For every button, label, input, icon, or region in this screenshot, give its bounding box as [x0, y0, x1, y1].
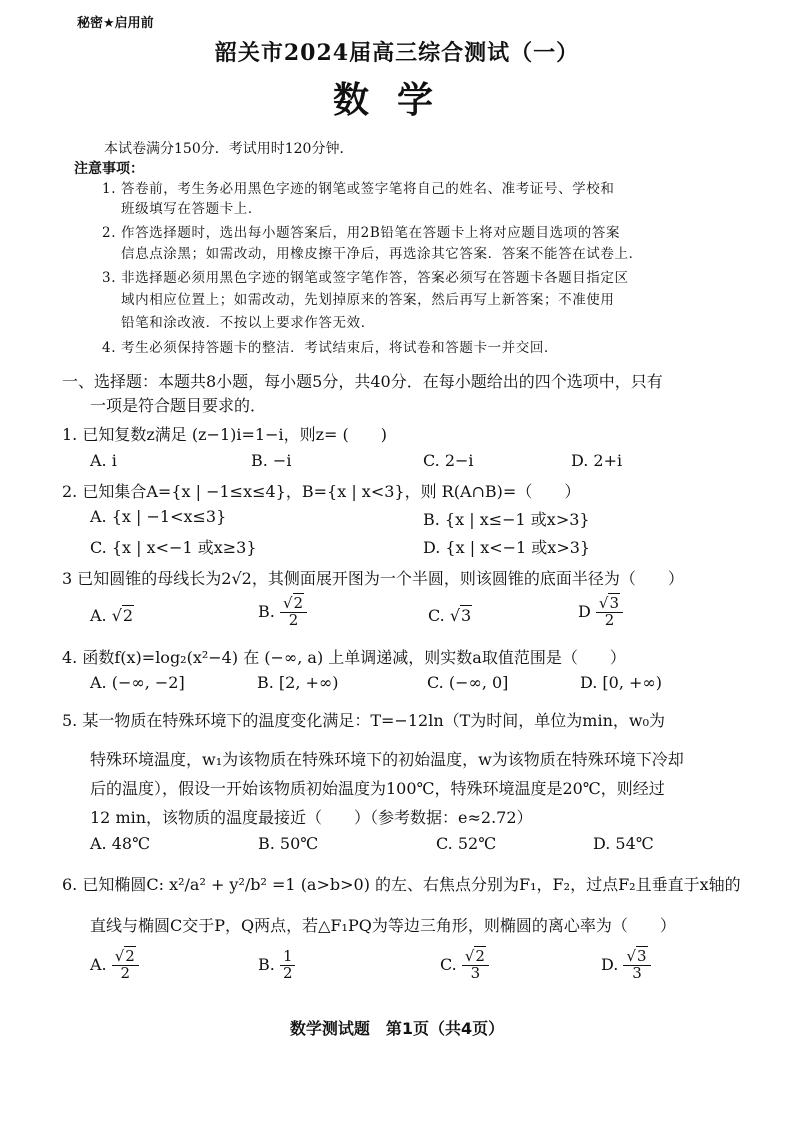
q3-option-b: B. $\frac{√2}{2}$	[258, 596, 307, 629]
q3-option-a: A. √2	[90, 606, 134, 625]
q3-option-b-label: B.	[258, 601, 275, 621]
q1-option-c: C. 2−i	[423, 451, 474, 470]
q6-option-a-denominator: 2	[120, 963, 131, 982]
q6-option-c-denominator: 3	[470, 963, 481, 982]
q6-option-d-numerator: 3	[637, 947, 647, 965]
question-1-stem: 1. 已知复数z满足 (z−1)i=1−i，则z= ( )	[62, 425, 388, 444]
q5-option-d: D. 54℃	[593, 834, 654, 853]
q4-option-b: B. [2, +∞)	[257, 673, 339, 692]
notice-item-4-line1: 4. 考生必须保持答题卡的整洁．考试结束后，将试卷和答题卡一并交回．	[102, 340, 559, 356]
question-2-stem: 2. 已知集合A={x | −1≤x≤4}，B={x | x<3}，则 R(A∩B)=（ ）	[62, 482, 581, 501]
q6-option-d-denominator: 3	[632, 963, 642, 982]
q6-option-c-numerator: 2	[475, 947, 485, 965]
q3-option-c: C. √3	[428, 606, 472, 625]
notice-heading: 注意事项：	[74, 161, 144, 177]
q6-option-a: A. $\frac{√2}{2}$	[90, 949, 139, 982]
q3-option-c-radicand: 3	[461, 606, 472, 625]
notice-item-2-line2: 信息点涂黑；如需改动，用橡皮擦干净后，再选涂其它答案．答案不能答在试卷上．	[121, 246, 643, 262]
question-3-stem: 3 已知圆锥的母线长为2√2，其侧面展开图为一个半圆，则该圆锥的底面半径为（ ）	[62, 569, 684, 588]
notice-item-3-line2: 域内相应位置上；如需改动，先划掉原来的答案，然后再写上新答案；不准使用	[121, 292, 615, 308]
q6-option-b-label: B.	[258, 954, 275, 974]
question-6-line1: 6. 已知椭圆C: x²/a² + y²/b² =1 (a>b>0) 的左、右焦点分别为F₁，F₂，过点F₂且垂直于x轴的	[62, 875, 741, 894]
notice-item-1-line2: 班级填写在答题卡上．	[121, 201, 262, 217]
q6-option-d-label: D.	[601, 954, 619, 974]
question-5-line4: 12 min，该物质的温度最接近（ ）（参考数据：e≈2.72）	[90, 808, 533, 827]
q1-option-b: B. −i	[251, 451, 292, 470]
q1-option-d: D. 2+i	[571, 451, 623, 470]
exam-intro: 本试卷满分150分．考试用时120分钟．	[104, 141, 354, 157]
q3-option-d-label: D	[578, 601, 591, 621]
q2-option-c: C. {x | x<−1 或x≥3}	[90, 538, 257, 557]
notice-item-2-line1: 2. 作答选择题时，选出每小题答案后，用2B铅笔在答题卡上将对应题目选项的答案	[102, 225, 621, 241]
q3-option-b-numerator: 2	[293, 594, 304, 612]
q5-option-c: C. 52℃	[436, 834, 497, 853]
q6-option-a-numerator: 2	[125, 947, 135, 965]
q4-option-c: C. (−∞, 0]	[427, 673, 509, 692]
q6-option-b-denominator: 2	[282, 963, 293, 982]
subject-title: 数学	[332, 79, 461, 121]
q5-option-b: B. 50℃	[258, 834, 319, 853]
page-footer: 数学测试题 第1页（共4页）	[289, 1019, 505, 1038]
q6-option-b	[258, 949, 295, 982]
q3-option-a-radicand: 2	[122, 606, 134, 625]
q3-option-d-denominator: 2	[604, 610, 615, 629]
q3-option-c-label: C.	[428, 606, 445, 625]
q3-option-d-numerator: 3	[609, 594, 620, 612]
question-5-line1: 5. 某一物质在特殊环境下的温度变化满足：T=−12ln（T为时间，单位为min，w₀为	[62, 711, 665, 730]
section-heading-line1: 一、选择题：本题共8小题，每小题5分，共40分．在每小题给出的四个选项中，只有	[62, 372, 663, 391]
q2-option-b: B. {x | x≤−1 或x>3}	[423, 510, 590, 529]
q3-option-d: D $\frac{√3}{2}$	[578, 596, 623, 629]
question-6-line2: 直线与椭圆C交于P，Q两点，若△F₁PQ为等边三角形，则椭圆的离心率为（ ）	[90, 916, 676, 935]
question-5-line3: 后的温度），假设一开始该物质初始温度为100℃，特殊环境温度是20℃，则经过	[90, 779, 665, 798]
notice-item-1-line1: 1. 答卷前，考生务必用黑色字迹的钢笔或签字笔将自己的姓名、准考证号、学校和	[102, 181, 615, 197]
q6-option-c: C. $\frac{√2}{3}$	[440, 949, 489, 982]
question-4-stem: 4. 函数f(x)=log₂(x²−4) 在 (−∞, a) 上单调递减，则实数a取值范围是（ ）	[62, 648, 626, 667]
q3-option-b-denominator: 2	[288, 610, 299, 629]
q6-option-c-label: C.	[440, 954, 457, 974]
q6-option-a-label: A.	[90, 954, 107, 974]
q2-option-d: D. {x | x<−1 或x>3}	[423, 538, 591, 557]
q4-option-d: D. [0, +∞)	[580, 673, 662, 692]
confidential-label: 秘密★启用前	[77, 16, 154, 31]
q4-option-a: A. (−∞, −2]	[90, 673, 185, 692]
notice-item-3-line3: 铅笔和涂改液．不按以上要求作答无效．	[121, 315, 375, 331]
q1-option-a: A. i	[90, 451, 117, 470]
q6-option-b-numerator: 1	[280, 949, 296, 966]
q6-option-d: D. $\frac{√3}{3}$	[601, 949, 651, 982]
q5-option-a: A. 48℃	[90, 834, 150, 853]
q2-option-a: A. {x | −1<x≤3}	[90, 507, 227, 526]
question-5-line2: 特殊环境温度，w₁为该物质在特殊环境下的初始温度，w为该物质在特殊环境下冷却	[90, 750, 684, 769]
notice-item-3-line1: 3. 非选择题必须用黑色字迹的钢笔或签字笔作答，答案必须写在答题卡各题目指定区	[102, 270, 629, 286]
section-heading-line2: 一项是符合题目要求的．	[90, 396, 267, 415]
q3-option-a-label: A.	[90, 606, 107, 625]
exam-title: 韶关市2024届高三综合测试（一）	[214, 40, 580, 66]
